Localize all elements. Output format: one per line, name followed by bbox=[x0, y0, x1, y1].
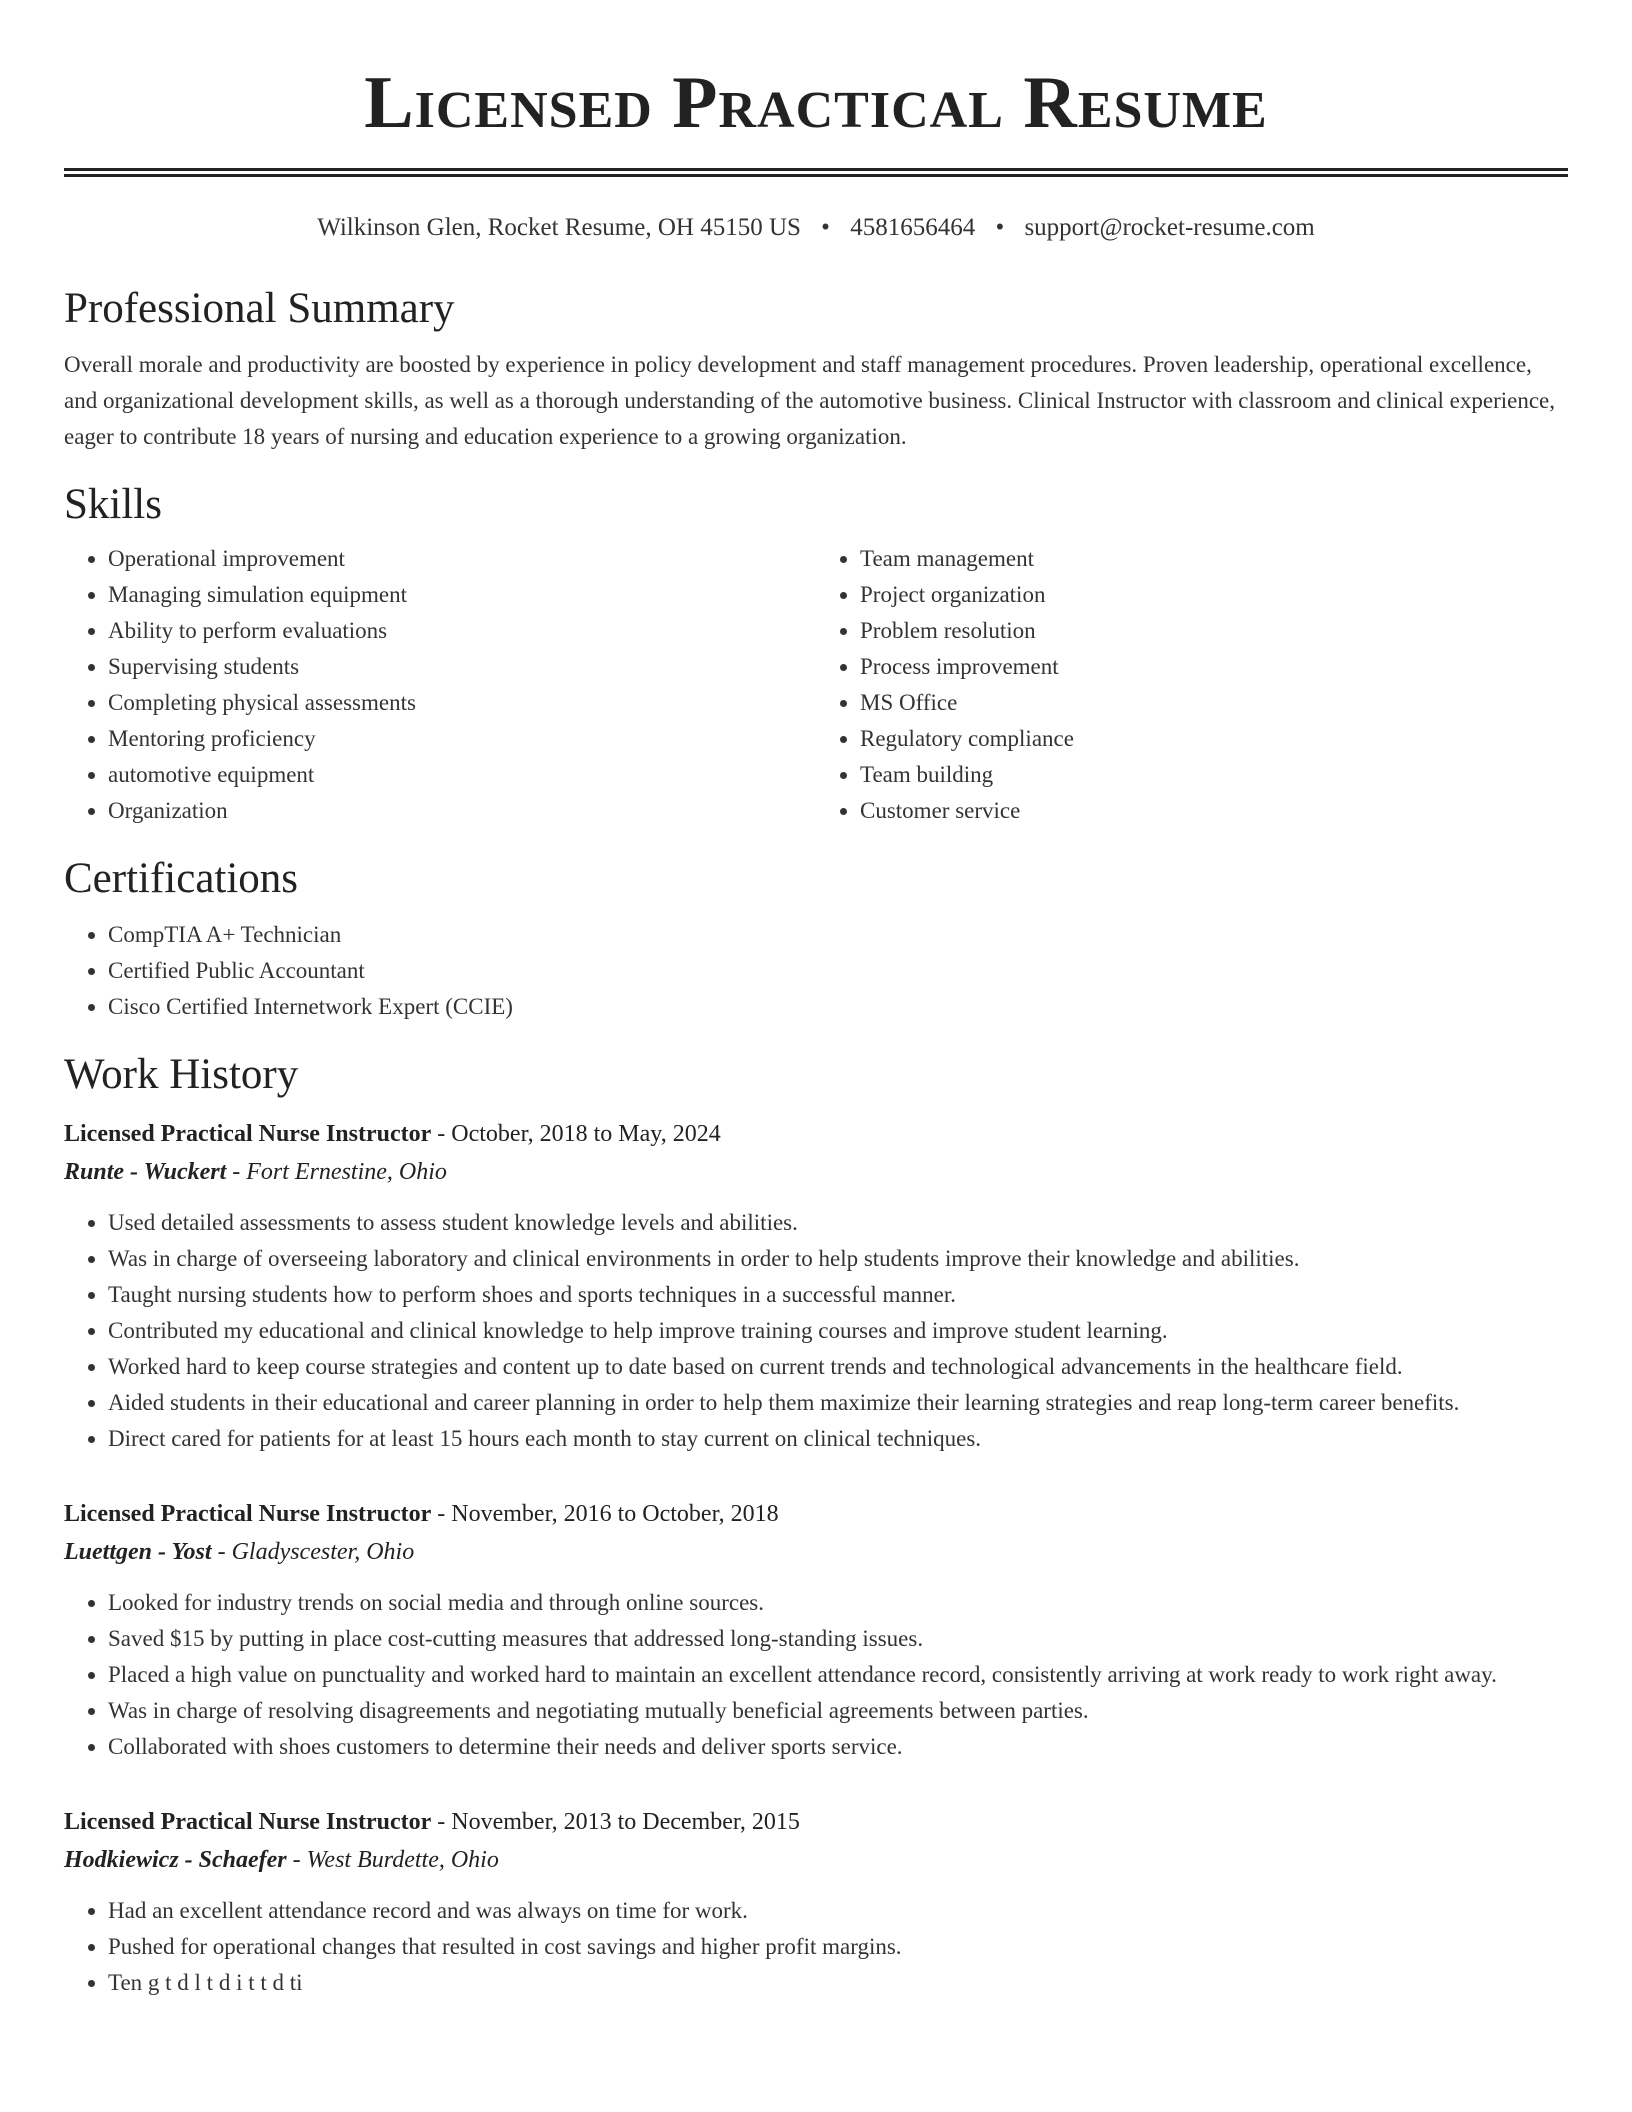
job-duty: • Aided students in their educational and career planning in order to help them maximize their learning strategies and reap long-term career benefits. bbox=[108, 1385, 1568, 1421]
job-duty: • Collaborated with shoes customers to determine their needs and deliver sports service. bbox=[108, 1729, 1568, 1765]
contact-email: support@rocket-resume.com bbox=[1024, 214, 1315, 241]
job-entry bbox=[64, 1803, 1568, 2001]
job-header bbox=[64, 1803, 1568, 1841]
skill-item: • automotive equipment bbox=[108, 757, 816, 793]
contact-address: Wilkinson Glen, Rocket Resume, OH 45150 US bbox=[317, 214, 801, 241]
skill-item: • MS Office bbox=[860, 685, 1568, 721]
contact-phone: 4581656464 bbox=[850, 214, 976, 241]
certification-item: • Certified Public Accountant bbox=[108, 953, 1568, 989]
job-duty: • Worked hard to keep course strategies and content up to date based on current trends and technological advancements in the healthcare field. bbox=[108, 1349, 1568, 1385]
work-history-heading: Work History bbox=[64, 1051, 299, 1098]
job-location: West Burdette, Ohio bbox=[306, 1847, 499, 1873]
summary-section bbox=[64, 283, 1568, 455]
skill-item: • Problem resolution bbox=[860, 613, 1568, 649]
job-duty: • Used detailed assessments to assess student knowledge levels and abilities. bbox=[108, 1205, 1568, 1241]
skill-item: • Operational improvement bbox=[108, 541, 816, 577]
job-duty: • Was in charge of overseeing laboratory and clinical environments in order to help students improve their knowledge and abilities. bbox=[108, 1241, 1568, 1277]
skill-item: • Customer service bbox=[860, 793, 1568, 829]
job-dash: - bbox=[431, 1501, 452, 1527]
job-company: Luettgen - Yost bbox=[64, 1539, 212, 1565]
job-dates: November, 2013 to December, 2015 bbox=[451, 1809, 800, 1835]
job-dash: - bbox=[211, 1539, 232, 1565]
skill-item: • Team building bbox=[860, 757, 1568, 793]
job-location: Gladyscester, Ohio bbox=[231, 1539, 415, 1565]
job-header bbox=[64, 1115, 1568, 1153]
summary-text: Overall morale and productivity are boosted by experience in policy development and staff management procedures. Proven leadership, operational excellence, and organizational development skills, as well as a thorough understanding of the automotive business. Clinical Instructor with classroom and clinical experience, eager to contribute 18 years of nursing and education experience to a growing organization. bbox=[64, 352, 1556, 449]
job-duty: • Contributed my educational and clinical knowledge to help improve training courses and improve student learning. bbox=[108, 1313, 1568, 1349]
skills-list-right bbox=[816, 541, 1568, 829]
skill-item: • Ability to perform evaluations bbox=[108, 613, 816, 649]
skill-item: • Team management bbox=[860, 541, 1568, 577]
job-dash: - bbox=[226, 1159, 247, 1185]
title-divider bbox=[64, 168, 1568, 177]
job-title: Licensed Practical Nurse Instructor bbox=[64, 1121, 432, 1147]
job-duty: • Ten g t d l t d i t t d ti bbox=[108, 1965, 1568, 2001]
job-entry bbox=[64, 1115, 1568, 1457]
job-duties-list bbox=[64, 1585, 1568, 1765]
job-company: Runte - Wuckert bbox=[64, 1159, 227, 1185]
job-employer bbox=[64, 1841, 1568, 1879]
job-entry bbox=[64, 1495, 1568, 1765]
contact-separator: • bbox=[995, 214, 1005, 241]
contact-separator: • bbox=[821, 214, 830, 241]
job-location: Fort Ernestine, Ohio bbox=[246, 1159, 447, 1185]
job-duties-list bbox=[64, 1205, 1568, 1457]
job-duty: • Looked for industry trends on social media and through online sources. bbox=[108, 1585, 1568, 1621]
job-dash: - bbox=[431, 1809, 452, 1835]
job-duty: • Taught nursing students how to perform shoes and sports techniques in a successful manner. bbox=[108, 1277, 1568, 1313]
job-title: Licensed Practical Nurse Instructor bbox=[64, 1501, 432, 1527]
job-duty: • Pushed for operational changes that resulted in cost savings and higher profit margins. bbox=[108, 1929, 1568, 1965]
summary-heading: Professional Summary bbox=[64, 285, 455, 332]
job-duty: • Direct cared for patients for at least 15 hours each month to stay current on clinical techniques. bbox=[108, 1421, 1568, 1457]
contact-line bbox=[64, 211, 1568, 245]
job-dash: - bbox=[286, 1847, 307, 1873]
job-duties-list bbox=[64, 1893, 1568, 2001]
skill-item: • Completing physical assessments bbox=[108, 685, 816, 721]
certifications-list bbox=[64, 917, 1568, 1025]
job-dates: November, 2016 to October, 2018 bbox=[451, 1501, 779, 1527]
job-company: Hodkiewicz - Schaefer bbox=[64, 1847, 287, 1873]
certifications-heading: Certifications bbox=[64, 855, 299, 902]
skill-item: • Project organization bbox=[860, 577, 1568, 613]
skills-section bbox=[64, 479, 1568, 829]
skill-item: • Managing simulation equipment bbox=[108, 577, 816, 613]
certifications-section bbox=[64, 853, 1568, 1025]
job-header bbox=[64, 1495, 1568, 1533]
skill-item: • Supervising students bbox=[108, 649, 816, 685]
job-employer bbox=[64, 1533, 1568, 1571]
certification-item: • Cisco Certified Internetwork Expert (CCIE) bbox=[108, 989, 1568, 1025]
job-duty: • Was in charge of resolving disagreements and negotiating mutually beneficial agreements between parties. bbox=[108, 1693, 1568, 1729]
skills-columns bbox=[64, 541, 1568, 829]
skills-list-left bbox=[64, 541, 816, 829]
job-duty: • Saved $15 by putting in place cost-cutting measures that addressed long-standing issues. bbox=[108, 1621, 1568, 1657]
work-history-section bbox=[64, 1049, 1568, 2001]
skill-item: • Process improvement bbox=[860, 649, 1568, 685]
resume-title: Licensed Practical Resume bbox=[364, 62, 1268, 144]
skill-item: • Mentoring proficiency bbox=[108, 721, 816, 757]
certification-item: • CompTIA A+ Technician bbox=[108, 917, 1568, 953]
skills-heading: Skills bbox=[64, 481, 162, 528]
skill-item: • Regulatory compliance bbox=[860, 721, 1568, 757]
job-duty: • Placed a high value on punctuality and worked hard to maintain an excellent attendance record, consistently arriving at work ready to work right away. bbox=[108, 1657, 1568, 1693]
job-dates: October, 2018 to May, 2024 bbox=[451, 1121, 721, 1147]
job-dash: - bbox=[431, 1121, 452, 1147]
skill-item: • Organization bbox=[108, 793, 816, 829]
job-duty: • Had an excellent attendance record and was always on time for work. bbox=[108, 1893, 1568, 1929]
job-employer bbox=[64, 1153, 1568, 1191]
job-title: Licensed Practical Nurse Instructor bbox=[64, 1809, 432, 1835]
